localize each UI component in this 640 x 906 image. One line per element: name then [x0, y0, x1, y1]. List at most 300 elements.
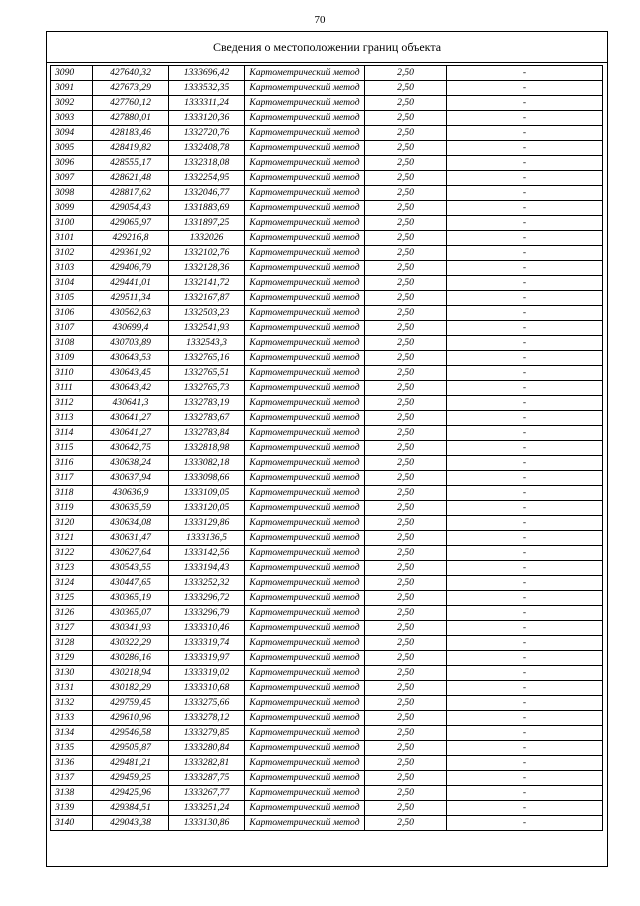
method-cell: Картометрический метод: [245, 81, 365, 96]
accuracy-cell: 2,50: [365, 546, 447, 561]
note-cell: -: [447, 291, 603, 306]
table-row: [51, 291, 603, 306]
coordinate-x: 429361,92: [93, 246, 169, 261]
coordinate-x: 429441,01: [93, 276, 169, 291]
accuracy-cell: 2,50: [365, 231, 447, 246]
coordinate-x: 430322,29: [93, 636, 169, 651]
note-cell: -: [447, 426, 603, 441]
point-number: 3093: [51, 111, 93, 126]
coordinate-y: 1333310,68: [169, 681, 245, 696]
coordinate-y: 1332046,77: [169, 186, 245, 201]
method-cell: Картометрический метод: [245, 711, 365, 726]
coordinate-x: 428419,82: [93, 141, 169, 156]
point-number: 3097: [51, 171, 93, 186]
method-cell: Картометрический метод: [245, 786, 365, 801]
note-cell: -: [447, 741, 603, 756]
note-cell: -: [447, 381, 603, 396]
point-number: 3105: [51, 291, 93, 306]
note-cell: -: [447, 186, 603, 201]
method-cell: Картометрический метод: [245, 741, 365, 756]
note-cell: -: [447, 546, 603, 561]
coordinate-y: 1332818,98: [169, 441, 245, 456]
accuracy-cell: 2,50: [365, 801, 447, 816]
note-cell: -: [447, 666, 603, 681]
point-number: 3122: [51, 546, 93, 561]
accuracy-cell: 2,50: [365, 726, 447, 741]
method-cell: Картометрический метод: [245, 291, 365, 306]
note-cell: -: [447, 576, 603, 591]
table-row: [51, 696, 603, 711]
note-cell: -: [447, 396, 603, 411]
accuracy-cell: 2,50: [365, 711, 447, 726]
coordinate-x: 427640,32: [93, 66, 169, 81]
note-cell: -: [447, 81, 603, 96]
table-row: [51, 381, 603, 396]
method-cell: Картометрический метод: [245, 426, 365, 441]
coordinate-x: 428555,17: [93, 156, 169, 171]
note-cell: -: [447, 486, 603, 501]
document-frame: [46, 31, 608, 867]
method-cell: Картометрический метод: [245, 546, 365, 561]
table-row: [51, 201, 603, 216]
accuracy-cell: 2,50: [365, 696, 447, 711]
point-number: 3126: [51, 606, 93, 621]
note-cell: -: [447, 336, 603, 351]
note-cell: -: [447, 111, 603, 126]
coordinate-x: 430562,63: [93, 306, 169, 321]
method-cell: Картометрический метод: [245, 366, 365, 381]
accuracy-cell: 2,50: [365, 336, 447, 351]
method-cell: Картометрический метод: [245, 186, 365, 201]
method-cell: Картометрический метод: [245, 651, 365, 666]
point-number: 3129: [51, 651, 93, 666]
method-cell: Картометрический метод: [245, 666, 365, 681]
coordinate-x: 430642,75: [93, 441, 169, 456]
note-cell: -: [447, 126, 603, 141]
coordinate-x: 430636,9: [93, 486, 169, 501]
accuracy-cell: 2,50: [365, 786, 447, 801]
note-cell: -: [447, 786, 603, 801]
note-cell: -: [447, 276, 603, 291]
note-cell: -: [447, 216, 603, 231]
coordinate-x: 429511,34: [93, 291, 169, 306]
note-cell: -: [447, 321, 603, 336]
note-cell: -: [447, 771, 603, 786]
coordinate-y: 1332408,78: [169, 141, 245, 156]
coordinate-x: 430641,3: [93, 396, 169, 411]
note-cell: -: [447, 471, 603, 486]
coordinate-y: 1333296,72: [169, 591, 245, 606]
section-title: Сведения о местоположении границ объекта: [47, 32, 607, 63]
accuracy-cell: 2,50: [365, 426, 447, 441]
table-row: [51, 306, 603, 321]
method-cell: Картометрический метод: [245, 66, 365, 81]
method-cell: Картометрический метод: [245, 471, 365, 486]
accuracy-cell: 2,50: [365, 96, 447, 111]
coordinate-y: 1332026: [169, 231, 245, 246]
method-cell: Картометрический метод: [245, 336, 365, 351]
coordinate-x: 429406,79: [93, 261, 169, 276]
coordinate-y: 1333275,66: [169, 696, 245, 711]
table-row: [51, 186, 603, 201]
coordinate-x: 430641,27: [93, 426, 169, 441]
table-row: [51, 336, 603, 351]
accuracy-cell: 2,50: [365, 321, 447, 336]
note-cell: -: [447, 366, 603, 381]
method-cell: Картометрический метод: [245, 561, 365, 576]
coordinate-y: 1332783,19: [169, 396, 245, 411]
coordinate-y: 1332254,95: [169, 171, 245, 186]
table-row: [51, 741, 603, 756]
accuracy-cell: 2,50: [365, 66, 447, 81]
point-number: 3092: [51, 96, 93, 111]
method-cell: Картометрический метод: [245, 621, 365, 636]
coordinate-y: 1333319,02: [169, 666, 245, 681]
coordinate-x: 430182,29: [93, 681, 169, 696]
table-row: [51, 786, 603, 801]
coordinate-y: 1333278,12: [169, 711, 245, 726]
table-row: [51, 81, 603, 96]
note-cell: -: [447, 636, 603, 651]
table-row: [51, 276, 603, 291]
method-cell: Картометрический метод: [245, 591, 365, 606]
point-number: 3134: [51, 726, 93, 741]
point-number: 3090: [51, 66, 93, 81]
coordinate-y: 1332765,73: [169, 381, 245, 396]
point-number: 3109: [51, 351, 93, 366]
note-cell: -: [447, 801, 603, 816]
table-row: [51, 471, 603, 486]
method-cell: Картометрический метод: [245, 381, 365, 396]
coordinate-y: 1333082,18: [169, 456, 245, 471]
table-row: [51, 396, 603, 411]
coordinate-x: 429065,97: [93, 216, 169, 231]
point-number: 3100: [51, 216, 93, 231]
point-number: 3140: [51, 816, 93, 831]
coordinate-y: 1333252,32: [169, 576, 245, 591]
table-row: [51, 591, 603, 606]
coordinate-y: 1332141,72: [169, 276, 245, 291]
coordinate-x: 430365,19: [93, 591, 169, 606]
table-row: [51, 801, 603, 816]
method-cell: Картометрический метод: [245, 801, 365, 816]
method-cell: Картометрический метод: [245, 576, 365, 591]
coordinate-x: 428621,48: [93, 171, 169, 186]
table-row: [51, 246, 603, 261]
coordinate-y: 1333136,5: [169, 531, 245, 546]
note-cell: -: [447, 711, 603, 726]
coordinate-y: 1333319,74: [169, 636, 245, 651]
note-cell: -: [447, 726, 603, 741]
accuracy-cell: 2,50: [365, 621, 447, 636]
point-number: 3130: [51, 666, 93, 681]
coordinate-y: 1332720,76: [169, 126, 245, 141]
accuracy-cell: 2,50: [365, 591, 447, 606]
method-cell: Картометрический метод: [245, 531, 365, 546]
accuracy-cell: 2,50: [365, 576, 447, 591]
coordinate-x: 429054,43: [93, 201, 169, 216]
table-row: [51, 711, 603, 726]
accuracy-cell: 2,50: [365, 636, 447, 651]
accuracy-cell: 2,50: [365, 171, 447, 186]
method-cell: Картометрический метод: [245, 276, 365, 291]
note-cell: -: [447, 141, 603, 156]
note-cell: -: [447, 156, 603, 171]
note-cell: -: [447, 606, 603, 621]
coordinate-x: 430643,53: [93, 351, 169, 366]
table-row: [51, 351, 603, 366]
point-number: 3123: [51, 561, 93, 576]
note-cell: -: [447, 66, 603, 81]
coordinate-x: 430641,27: [93, 411, 169, 426]
coordinate-y: 1333696,42: [169, 66, 245, 81]
point-number: 3113: [51, 411, 93, 426]
table-row: [51, 321, 603, 336]
table-row: [51, 216, 603, 231]
coordinate-x: 429505,87: [93, 741, 169, 756]
coordinate-y: 1333282,81: [169, 756, 245, 771]
coordinate-y: 1333319,97: [169, 651, 245, 666]
coordinate-y: 1331883,69: [169, 201, 245, 216]
method-cell: Картометрический метод: [245, 396, 365, 411]
table-row: [51, 636, 603, 651]
coordinate-y: 1333251,24: [169, 801, 245, 816]
table-row: [51, 771, 603, 786]
coordinate-y: 1332765,51: [169, 366, 245, 381]
coordinate-y: 1332167,87: [169, 291, 245, 306]
point-number: 3095: [51, 141, 93, 156]
coordinate-x: 429610,96: [93, 711, 169, 726]
note-cell: -: [447, 651, 603, 666]
coordinate-y: 1333130,86: [169, 816, 245, 831]
coordinate-y: 1332543,3: [169, 336, 245, 351]
table-row: [51, 156, 603, 171]
table-row: [51, 171, 603, 186]
method-cell: Картометрический метод: [245, 96, 365, 111]
note-cell: -: [447, 261, 603, 276]
table-row: [51, 111, 603, 126]
note-cell: -: [447, 201, 603, 216]
method-cell: Картометрический метод: [245, 441, 365, 456]
method-cell: Картометрический метод: [245, 321, 365, 336]
point-number: 3111: [51, 381, 93, 396]
point-number: 3112: [51, 396, 93, 411]
note-cell: -: [447, 816, 603, 831]
table-row: [51, 756, 603, 771]
table-row: [51, 486, 603, 501]
coordinate-y: 1333120,05: [169, 501, 245, 516]
method-cell: Картометрический метод: [245, 201, 365, 216]
accuracy-cell: 2,50: [365, 816, 447, 831]
table-row: [51, 576, 603, 591]
coordinate-y: 1333098,66: [169, 471, 245, 486]
table-row: [51, 411, 603, 426]
note-cell: -: [447, 621, 603, 636]
accuracy-cell: 2,50: [365, 606, 447, 621]
coordinate-y: 1332783,67: [169, 411, 245, 426]
accuracy-cell: 2,50: [365, 381, 447, 396]
coordinate-y: 1332128,36: [169, 261, 245, 276]
table-row: [51, 261, 603, 276]
accuracy-cell: 2,50: [365, 501, 447, 516]
point-number: 3136: [51, 756, 93, 771]
coordinate-x: 430543,55: [93, 561, 169, 576]
table-row: [51, 126, 603, 141]
point-number: 3125: [51, 591, 93, 606]
coordinate-x: 430447,65: [93, 576, 169, 591]
table-row: [51, 666, 603, 681]
accuracy-cell: 2,50: [365, 396, 447, 411]
table-row: [51, 681, 603, 696]
coordinate-y: 1333267,77: [169, 786, 245, 801]
accuracy-cell: 2,50: [365, 216, 447, 231]
table-row: [51, 456, 603, 471]
page-number: 70: [314, 14, 326, 26]
method-cell: Картометрический метод: [245, 636, 365, 651]
point-number: 3096: [51, 156, 93, 171]
accuracy-cell: 2,50: [365, 456, 447, 471]
point-number: 3104: [51, 276, 93, 291]
table-row: [51, 141, 603, 156]
note-cell: -: [447, 696, 603, 711]
note-cell: -: [447, 441, 603, 456]
coordinate-y: 1333109,05: [169, 486, 245, 501]
coordinate-x: 428817,62: [93, 186, 169, 201]
accuracy-cell: 2,50: [365, 306, 447, 321]
method-cell: Картометрический метод: [245, 156, 365, 171]
accuracy-cell: 2,50: [365, 201, 447, 216]
accuracy-cell: 2,50: [365, 246, 447, 261]
method-cell: Картометрический метод: [245, 771, 365, 786]
note-cell: -: [447, 411, 603, 426]
accuracy-cell: 2,50: [365, 486, 447, 501]
accuracy-cell: 2,50: [365, 261, 447, 276]
method-cell: Картометрический метод: [245, 216, 365, 231]
accuracy-cell: 2,50: [365, 771, 447, 786]
coordinate-y: 1333279,85: [169, 726, 245, 741]
point-number: 3099: [51, 201, 93, 216]
method-cell: Картометрический метод: [245, 681, 365, 696]
method-cell: Картометрический метод: [245, 501, 365, 516]
note-cell: -: [447, 96, 603, 111]
coordinate-x: 430635,59: [93, 501, 169, 516]
method-cell: Картометрический метод: [245, 486, 365, 501]
coordinate-x: 430286,16: [93, 651, 169, 666]
point-number: 3098: [51, 186, 93, 201]
coordinate-x: 429459,25: [93, 771, 169, 786]
point-number: 3135: [51, 741, 93, 756]
coordinate-x: 429546,58: [93, 726, 169, 741]
accuracy-cell: 2,50: [365, 516, 447, 531]
note-cell: -: [447, 246, 603, 261]
note-cell: -: [447, 456, 603, 471]
coordinates-table: [50, 65, 603, 831]
point-number: 3106: [51, 306, 93, 321]
table-row: [51, 426, 603, 441]
coordinate-x: 430643,45: [93, 366, 169, 381]
note-cell: -: [447, 681, 603, 696]
coordinate-x: 429216,8: [93, 231, 169, 246]
table-row: [51, 726, 603, 741]
table-row: [51, 621, 603, 636]
point-number: 3108: [51, 336, 93, 351]
coordinate-y: 1332541,93: [169, 321, 245, 336]
accuracy-cell: 2,50: [365, 441, 447, 456]
table-row: [51, 651, 603, 666]
table-row: [51, 501, 603, 516]
coordinate-x: 430341,93: [93, 621, 169, 636]
accuracy-cell: 2,50: [365, 666, 447, 681]
coordinate-y: 1332318,08: [169, 156, 245, 171]
note-cell: -: [447, 516, 603, 531]
table-row: [51, 96, 603, 111]
coordinate-x: 427673,29: [93, 81, 169, 96]
table-row: [51, 816, 603, 831]
coordinate-x: 430631,47: [93, 531, 169, 546]
accuracy-cell: 2,50: [365, 291, 447, 306]
note-cell: -: [447, 591, 603, 606]
table-row: [51, 531, 603, 546]
coordinate-x: 427760,12: [93, 96, 169, 111]
note-cell: -: [447, 501, 603, 516]
point-number: 3137: [51, 771, 93, 786]
coordinate-x: 430703,89: [93, 336, 169, 351]
coordinate-x: 430638,24: [93, 456, 169, 471]
accuracy-cell: 2,50: [365, 471, 447, 486]
coordinate-y: 1333310,46: [169, 621, 245, 636]
accuracy-cell: 2,50: [365, 756, 447, 771]
table-row: [51, 66, 603, 81]
method-cell: Картометрический метод: [245, 111, 365, 126]
note-cell: -: [447, 756, 603, 771]
coordinate-x: 429759,45: [93, 696, 169, 711]
point-number: 3117: [51, 471, 93, 486]
accuracy-cell: 2,50: [365, 141, 447, 156]
coordinate-y: 1333129,86: [169, 516, 245, 531]
method-cell: Картометрический метод: [245, 261, 365, 276]
accuracy-cell: 2,50: [365, 156, 447, 171]
point-number: 3094: [51, 126, 93, 141]
accuracy-cell: 2,50: [365, 351, 447, 366]
coordinate-y: 1333296,79: [169, 606, 245, 621]
table-row: [51, 516, 603, 531]
coordinate-y: 1332503,23: [169, 306, 245, 321]
coordinate-y: 1333532,35: [169, 81, 245, 96]
method-cell: Картометрический метод: [245, 606, 365, 621]
table-row: [51, 441, 603, 456]
accuracy-cell: 2,50: [365, 561, 447, 576]
method-cell: Картометрический метод: [245, 456, 365, 471]
coordinate-x: 430643,42: [93, 381, 169, 396]
accuracy-cell: 2,50: [365, 276, 447, 291]
coordinate-y: 1333311,24: [169, 96, 245, 111]
note-cell: -: [447, 171, 603, 186]
method-cell: Картометрический метод: [245, 126, 365, 141]
point-number: 3110: [51, 366, 93, 381]
accuracy-cell: 2,50: [365, 126, 447, 141]
accuracy-cell: 2,50: [365, 741, 447, 756]
method-cell: Картометрический метод: [245, 756, 365, 771]
point-number: 3124: [51, 576, 93, 591]
accuracy-cell: 2,50: [365, 366, 447, 381]
point-number: 3138: [51, 786, 93, 801]
method-cell: Картометрический метод: [245, 306, 365, 321]
method-cell: Картометрический метод: [245, 411, 365, 426]
accuracy-cell: 2,50: [365, 186, 447, 201]
coordinate-x: 429043,38: [93, 816, 169, 831]
table-row: [51, 606, 603, 621]
coordinate-y: 1332783,84: [169, 426, 245, 441]
